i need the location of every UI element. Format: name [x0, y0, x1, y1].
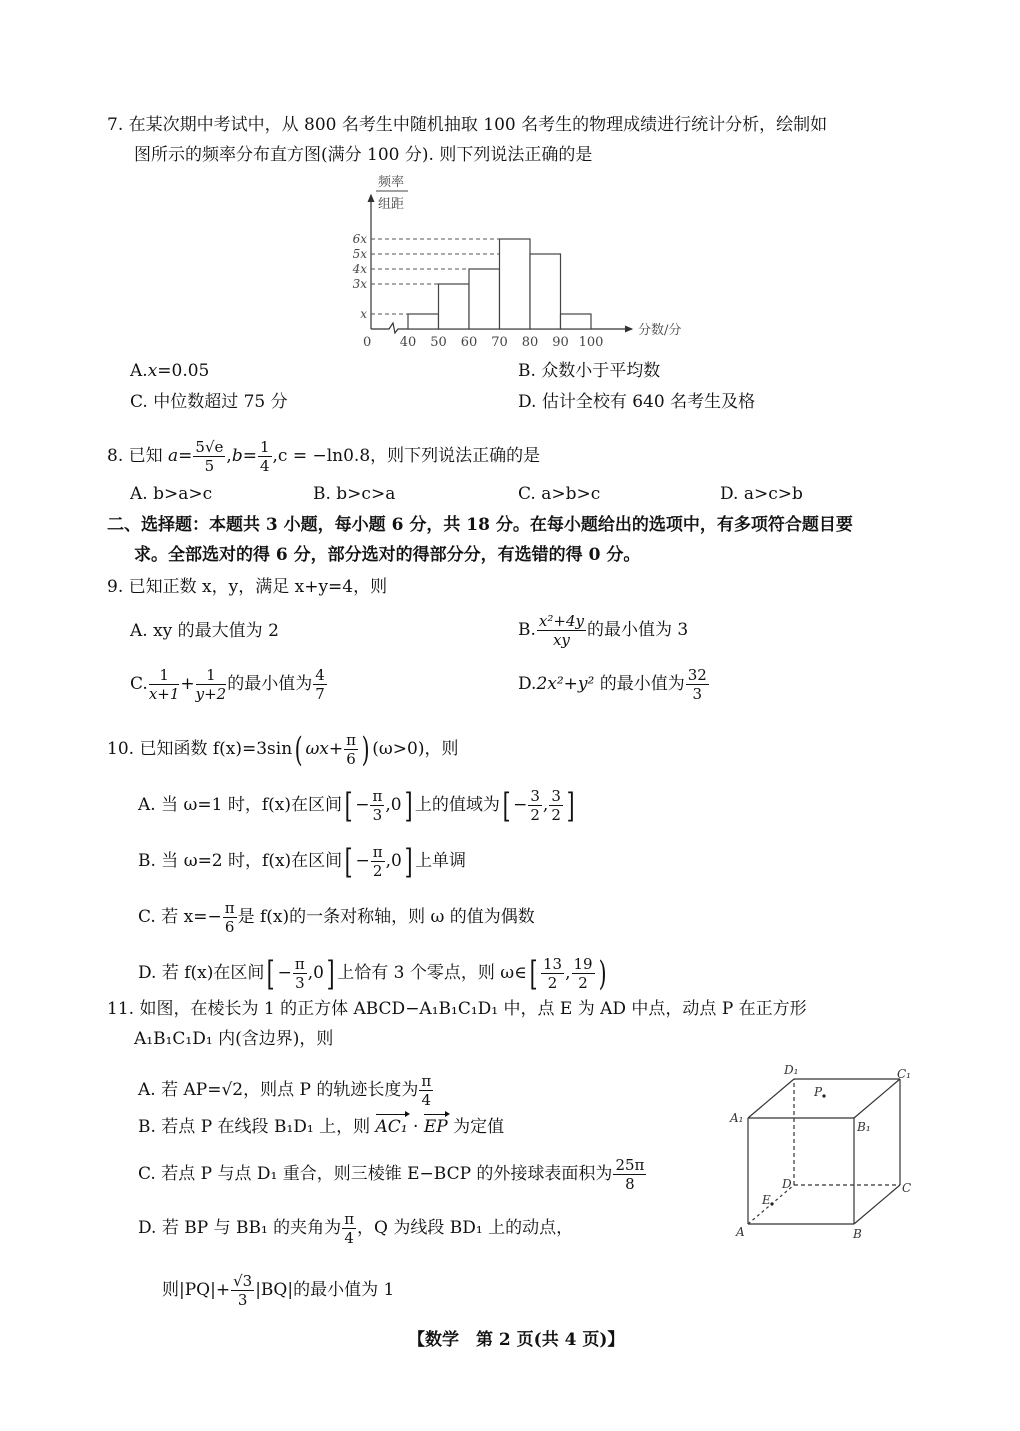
q10-d-mid: 上恰有 3 个零点，则 ω∈: [337, 963, 527, 983]
q10-a-range-fraction1: [528, 787, 542, 824]
q9-c-fraction2: [196, 666, 227, 703]
point-e: [770, 1202, 773, 1205]
q8-prefix: 8. 已知: [107, 446, 163, 466]
q10-a-mid: 上的值域为: [414, 795, 500, 815]
q10-b-int-den: 2: [372, 862, 383, 880]
q10-d-int-den: 3: [295, 974, 305, 992]
q10-option-b: B. 当 ω=2 时，f(x)在区间[ − $\frac{\pi}{2}$ ,0] 上单调: [138, 841, 467, 882]
q9-option-a: A. xy 的最大值为 2: [130, 621, 279, 641]
q9-option-c: [130, 666, 328, 703]
q11-d2-den: 3: [237, 1291, 248, 1309]
y-axis-label-denominator: 组距: [378, 197, 405, 212]
label-c: C: [902, 1181, 912, 1195]
q9-option-c-label: C.: [130, 674, 148, 694]
q9-c-fraction1: [149, 666, 180, 703]
label-c1: C₁: [897, 1067, 911, 1081]
y-tick-label: 3x: [352, 277, 367, 291]
bracket-open: [: [344, 785, 353, 826]
q10-d-pre: D. 若 f(x)在区间: [138, 963, 265, 983]
q8-a-den: 5: [204, 457, 215, 475]
q10-b-post: 上单调: [415, 851, 467, 871]
q9-c-ans-num: 4: [315, 666, 325, 684]
q9-c-f1-den: x+1: [148, 685, 180, 703]
q11-d-den: 4: [344, 1229, 354, 1247]
q9-c-f1-num: 1: [149, 666, 180, 685]
q8-stem: 8. 已知 a= $\frac{5√e}{5}$ ,b= $\frac{1}{4}$ ,c = −ln0.8，则下列说法正确的是: [107, 438, 541, 475]
q9-c-f2-den: y+2: [195, 685, 227, 703]
q11-b-post: 为定值: [453, 1117, 505, 1137]
q9-d-answer: [686, 666, 709, 703]
q9-option-b-label: B.: [518, 620, 536, 640]
q11-a-num: π: [421, 1072, 432, 1090]
histogram-bar: [561, 314, 592, 329]
q10-d-range-fraction1: [541, 955, 564, 992]
bracket-close: ]: [404, 785, 413, 826]
label-d1: D₁: [784, 1063, 799, 1077]
q11-option-d-line2: [162, 1272, 394, 1309]
q10-stem-post: (ω>0)，则: [372, 739, 459, 759]
q11-d2-pre: 则|PQ|+: [162, 1280, 231, 1300]
q7-option-a-label: A.: [130, 361, 148, 381]
q8-c-text: c = −ln0.8: [277, 446, 371, 466]
q11-d2-post: |BQ|的最小值为 1: [255, 1280, 395, 1300]
q8-option-a: A. b>a>c: [130, 484, 213, 504]
q11-a-pre: A. 若 AP=√2，则点 P 的轨迹长度为: [138, 1080, 419, 1100]
q10-a-r2-num: 3: [551, 787, 561, 805]
q10-b-int-num: π: [372, 843, 383, 861]
section2-heading-line1: 二、选择题：本题共 3 小题，每小题 6 分，共 18 分。在每小题给出的选项中，有多项符合题目要: [107, 515, 853, 535]
q10-stem-pre: 10. 已知函数 f(x)=3sin: [107, 739, 293, 759]
q7-option-b: B. 众数小于平均数: [518, 361, 661, 381]
q11-d2-num: √3: [233, 1272, 253, 1290]
x-tick-label: 80: [521, 335, 539, 350]
q9-option-b-fraction: [537, 612, 586, 649]
bracket-open: [: [502, 785, 511, 826]
histogram-marks: [352, 195, 632, 350]
x-tick-label: 60: [460, 335, 478, 350]
edge-a1-d1: [748, 1079, 794, 1118]
bracket-close: ]: [566, 785, 575, 826]
q10-c-den: 6: [224, 918, 235, 936]
cube-figure: [725, 1050, 925, 1240]
q10-a-interval-fraction: [370, 787, 384, 824]
q8-b-num: 1: [259, 438, 270, 456]
bracket-close: ]: [404, 841, 413, 882]
label-e: E: [762, 1193, 771, 1207]
q9-option-d-label: D.: [518, 674, 537, 694]
q9-option-d-expr: 2x²+y²: [536, 674, 595, 694]
q11-option-c: [138, 1156, 647, 1193]
q10-stem-arg: ωx+: [305, 739, 344, 759]
x-tick-label: 70: [491, 335, 508, 350]
y-tick-label: x: [360, 307, 367, 321]
q9-option-d-text: 的最小值为: [599, 674, 685, 694]
q10-c-fraction: [223, 899, 237, 936]
q10-option-c: [138, 899, 535, 936]
x-axis-label: 分数/分: [638, 323, 682, 338]
q11-d-fraction: [342, 1210, 356, 1247]
q11-c-num: 25π: [615, 1156, 645, 1174]
q11-stem-line2: A₁B₁C₁D₁ 内(含边界)，则: [134, 1029, 334, 1049]
q7-option-a-text: =0.05: [157, 361, 210, 381]
q9-option-d: [518, 666, 710, 703]
q11-option-b: [138, 1116, 504, 1138]
label-b: B: [853, 1227, 862, 1240]
y-tick-label: 5x: [352, 247, 367, 261]
label-d: D: [782, 1177, 792, 1191]
q11-option-a: [138, 1072, 434, 1109]
y-axis-label-numerator: 频率: [378, 175, 405, 190]
q9-option-b: [518, 612, 688, 649]
label-p: P: [814, 1085, 823, 1099]
q10-a-r1-den: 2: [530, 806, 540, 824]
q10-a-pre: A. 当 ω=1 时，f(x)在区间: [138, 795, 342, 815]
q9-c-ans-den: 7: [315, 685, 325, 703]
histogram-bar: [530, 254, 561, 329]
q11-b-dot: ·: [413, 1117, 419, 1137]
origin-label: 0: [363, 335, 372, 350]
q8-option-d: D. a>c>b: [720, 484, 803, 504]
y-tick-label: 6x: [352, 232, 367, 246]
x-tick-label: 90: [552, 335, 569, 350]
q10-a-r2-den: 2: [551, 806, 561, 824]
q8-option-b: B. b>c>a: [313, 484, 396, 504]
bracket-open: [: [529, 953, 538, 994]
q9-b-num: x²+4y: [538, 612, 584, 630]
histogram-bar: [469, 269, 500, 329]
q9-c-plus: +: [180, 674, 195, 694]
q11-d-post: ，Q 为线段 BD₁ 上的动点，: [357, 1218, 574, 1238]
q8-option-c: C. a>b>c: [518, 484, 601, 504]
q11-a-fraction: [419, 1072, 433, 1109]
x-tick-label: 50: [430, 335, 447, 350]
y-tick-label: 4x: [352, 262, 367, 276]
q10-d-r2-den: 2: [578, 974, 588, 992]
q10-b-pre: B. 当 ω=2 时，f(x)在区间: [138, 851, 343, 871]
histogram-bar: [439, 284, 470, 329]
q11-d-num: π: [344, 1210, 355, 1228]
q7-option-d: D. 估计全校有 640 名考生及格: [518, 392, 756, 412]
q10-a-range-fraction2: [549, 787, 563, 824]
q10-d-r1-den: 2: [547, 974, 558, 992]
q9-c-f2-num: 1: [196, 666, 227, 685]
paren-open: (: [294, 729, 303, 770]
q10-stem: [107, 731, 458, 768]
q7-stem-line1: 7. 在某次期中考试中，从 800 名考生中随机抽取 100 名考生的物理成绩进行统计分析，绘制如: [107, 115, 828, 135]
q10-d-r1-num: 13: [543, 955, 563, 973]
q8-b-var: b: [231, 446, 243, 466]
edge-b-c: [854, 1185, 900, 1224]
q11-c-den: 8: [625, 1175, 635, 1193]
q10-c-num: π: [224, 899, 235, 917]
section2-heading-line2: 求。全部选对的得 6 分，部分选对的得部分分，有选错的得 0 分。: [134, 545, 641, 565]
histogram-bar: [408, 314, 439, 329]
x-axis-break: [371, 323, 408, 333]
q11-b-pre: B. 若点 P 在线段 B₁D₁ 上，则: [138, 1117, 371, 1137]
label-a1: A₁: [730, 1111, 744, 1125]
q10-a-r1-num: 3: [530, 787, 540, 805]
q7-option-a: [130, 360, 209, 382]
q10-d-interval-fraction: [293, 955, 307, 992]
bracket-close: ]: [326, 953, 335, 994]
q9-d-ans-num: 32: [687, 666, 707, 684]
q10-a-int-num: π: [372, 787, 383, 805]
q11-option-d: [138, 1210, 573, 1247]
q11-d-pre: D. 若 BP 与 BB₁ 的夹角为: [138, 1218, 342, 1238]
q9-c-answer: [313, 666, 327, 703]
q8-a-num: 5√e: [195, 438, 224, 456]
point-p: [822, 1094, 825, 1097]
q8-a-var: a: [168, 446, 179, 466]
page-footer: 【数学 第 2 页(共 4 页)】: [408, 1330, 625, 1350]
q10-option-d: D. 若 f(x)在区间[ − $\frac{\pi}{3}$ ,0] 上恰有 3 个零点，则 ω∈[ $\frac{13}{2}$ , $\frac{19}{2}$ ): [138, 953, 607, 994]
q9-stem: 9. 已知正数 x，y，满足 x+y=4，则: [107, 577, 388, 597]
q7-option-c: C. 中位数超过 75 分: [130, 392, 288, 412]
q11-b-vector-ac1: AC₁: [375, 1117, 408, 1137]
q9-option-c-text: 的最小值为: [227, 674, 313, 694]
q11-c-pre: C. 若点 P 与点 D₁ 重合，则三棱锥 E−BCP 的外接球表面积为: [138, 1164, 613, 1184]
paren-close: ): [598, 953, 607, 994]
bracket-open: [: [344, 841, 353, 882]
q10-stem-pi: π: [346, 731, 356, 749]
q10-d-int-num: π: [294, 955, 305, 973]
q11-b-vector-ep: EP: [423, 1117, 448, 1137]
q8-b-den: 4: [259, 457, 270, 475]
label-a: A: [736, 1225, 745, 1239]
q10-b-interval-fraction: [371, 843, 385, 880]
q11-stem-line1: 11. 如图，在棱长为 1 的正方体 ABCD−A₁B₁C₁D₁ 中，点 E 为 AD 中点，动点 P 在正方形: [107, 999, 807, 1019]
q9-option-b-text: 的最小值为 3: [586, 620, 689, 640]
x-tick-label: 100: [578, 335, 604, 350]
q9-d-ans-den: 3: [692, 685, 703, 703]
q8-a-fraction: [193, 438, 225, 475]
histogram-bar: [500, 239, 531, 329]
q11-c-fraction: [613, 1156, 646, 1193]
label-b1: B₁: [857, 1120, 871, 1134]
q10-d-range-fraction2: [572, 955, 595, 992]
bracket-open: [: [267, 953, 276, 994]
q8-suffix: ，则下列说法正确的是: [370, 446, 541, 466]
paren-close: ): [361, 729, 370, 770]
x-tick-label: 40: [399, 335, 417, 350]
histogram-chart: [340, 170, 720, 355]
q10-c-pre: C. 若 x=−: [138, 907, 222, 927]
q11-a-den: 4: [421, 1091, 432, 1109]
q9-b-den: xy: [552, 631, 570, 649]
q10-d-r2-num: 19: [573, 955, 593, 973]
q10-c-post: 是 f(x)的一条对称轴，则 ω 的值为偶数: [237, 907, 535, 927]
q11-d2-fraction: [231, 1272, 254, 1309]
edge-b1-c1: [854, 1079, 900, 1118]
q10-a-int-den: 3: [372, 806, 383, 824]
q10-stem-den: 6: [346, 750, 356, 768]
q7-option-a-var: x: [147, 361, 158, 381]
q7-stem-line2: 图所示的频率分布直方图(满分 100 分). 则下列说法正确的是: [134, 145, 593, 165]
q8-b-fraction: [258, 438, 272, 475]
q10-stem-fraction: [344, 731, 358, 768]
q10-option-a: A. 当 ω=1 时，f(x)在区间[ − $\frac{\pi}{3}$ ,0] 上的值域为[ − $\frac{3}{2}$ , $\frac{3}{2}$ ]: [138, 785, 575, 826]
